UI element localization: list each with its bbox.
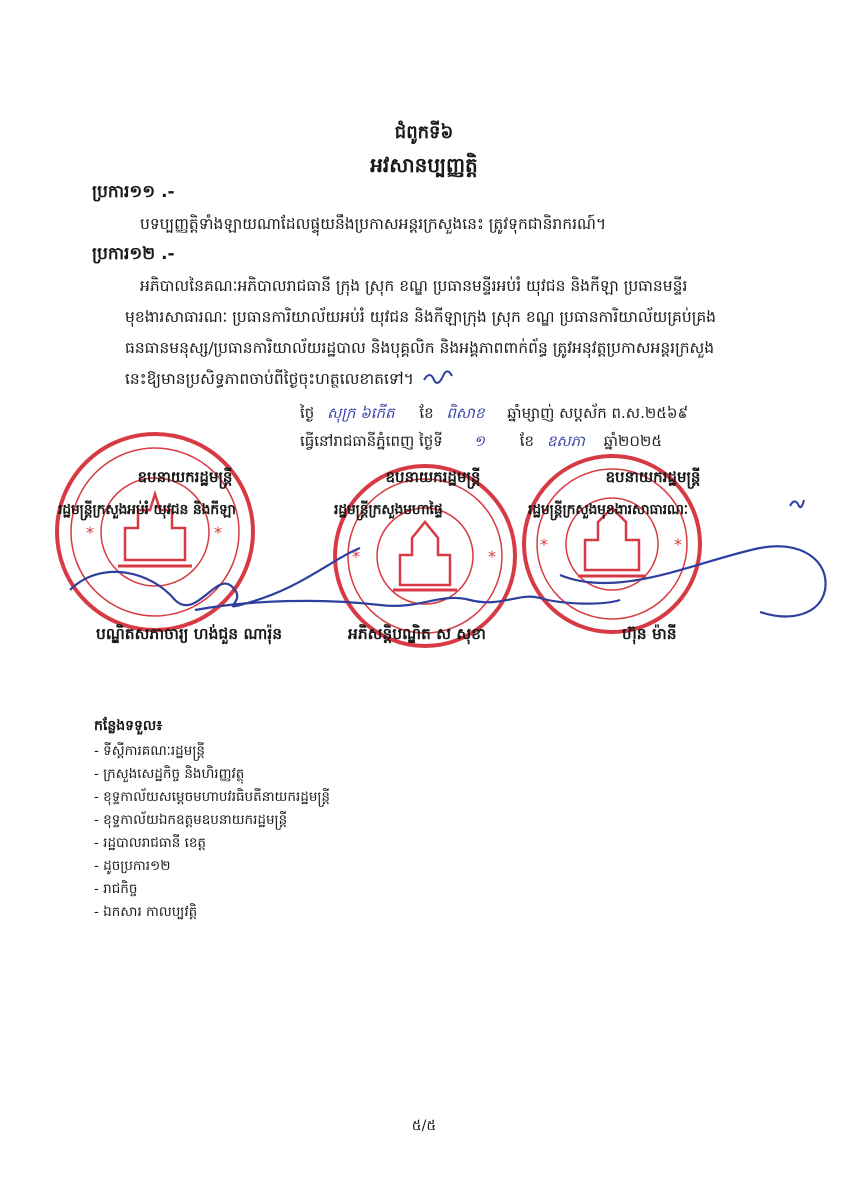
solar-date-line bbox=[300, 432, 662, 454]
signatory-3-name: ហ៊ុន ម៉ានី bbox=[622, 625, 677, 643]
svg-text:*: * bbox=[488, 547, 496, 566]
seal-left bbox=[57, 434, 253, 630]
solar-date-suffix: ឆ្នាំ២០២៥ bbox=[603, 432, 662, 450]
page-number: ៥/៥ bbox=[411, 1118, 437, 1134]
recipient-item: - ឯកសារ កាលប្បវត្តិ bbox=[94, 904, 198, 920]
svg-text:*: * bbox=[214, 523, 222, 542]
signature-2 bbox=[195, 597, 620, 610]
solar-month-label: ខែ bbox=[519, 432, 535, 450]
svg-text:*: * bbox=[352, 547, 360, 566]
signature-1 bbox=[70, 548, 360, 606]
recipient-item: - រដ្ឋបាលរាជធានី ខេត្ត bbox=[94, 835, 207, 851]
signatory-2-ministry: រដ្ឋមន្ត្រីក្រសួងមហាផ្ទៃ bbox=[334, 502, 443, 518]
recipients-title: កន្លែងទទួល៖ bbox=[94, 718, 163, 734]
signatory-1-name: បណ្ឌិតសភាចារ្យ ហង់ជួន ណារ៉ុន bbox=[96, 625, 283, 643]
signature-3 bbox=[560, 546, 826, 616]
lunar-month-handwritten: ពិសាខ bbox=[446, 404, 485, 422]
lunar-month-label: ខែ bbox=[419, 404, 434, 422]
article-11-heading: ប្រការ១១ .- bbox=[92, 182, 175, 202]
solar-month-handwritten: ឧសភា bbox=[546, 432, 585, 450]
signatory-1-role: ឧបនាយករដ្ឋមន្ត្រី bbox=[137, 468, 233, 486]
signatory-3-role: ឧបនាយករដ្ឋមន្ត្រី bbox=[605, 468, 701, 486]
recipient-item: - ខុទ្ទកាល័យសម្តេចមហាបវរធិបតីនាយករដ្ឋមន្ត្រី bbox=[94, 789, 330, 805]
signatory-2-name: អភិសន្តិបណ្ឌិត ស សុខា bbox=[348, 625, 486, 643]
recipient-item: - ក្រសួងសេដ្ឋកិច្ច និងហិរញ្ញវត្ថុ bbox=[94, 766, 245, 782]
lunar-date-prefix: ថ្ងៃ bbox=[300, 404, 315, 422]
recipient-item: - ខុទ្ទកាល័យឯកឧត្តមឧបនាយករដ្ឋមន្ត្រី bbox=[94, 812, 288, 828]
recipient-item: - ទីស្តីការគណៈរដ្ឋមន្ត្រី bbox=[94, 743, 205, 759]
lunar-date-line bbox=[300, 404, 688, 426]
lunar-date-suffix: ឆ្នាំម្សាញ់ សប្តស័ក ព.ស.២៥៦៩ bbox=[507, 404, 689, 422]
svg-text:*: * bbox=[86, 523, 94, 542]
signatory-3-ministry: រដ្ឋមន្ត្រីក្រសួងមុខងារសាធារណៈ bbox=[528, 502, 689, 518]
svg-text:*: * bbox=[540, 535, 548, 554]
article-12-line-2: មុខងារសាធារណៈ ប្រធានការិយាល័យអប់រំ យុវជន និងកីឡាក្រុង ស្រុក ខណ្ឌ ប្រធានការិយាល័យគ្រប់គ្រង bbox=[125, 308, 717, 326]
article-12-heading: ប្រការ១២ .- bbox=[92, 244, 175, 264]
lunar-day-handwritten: សុក្រ ៦កើត bbox=[327, 404, 395, 422]
article-12-line-4: នេះឱ្យមានប្រសិទ្ធភាពចាប់ពីថ្ងៃចុះហត្ថលេខាតទៅ។ bbox=[125, 370, 414, 388]
initials-mark-right bbox=[790, 500, 804, 507]
recipient-item: - រាជកិច្ច bbox=[94, 881, 138, 897]
initials-mark bbox=[424, 371, 452, 382]
article-11-text: បទប្បញ្ញត្តិទាំងឡាយណាដែលផ្ទុយនឹងប្រកាសអន្តរក្រសួងនេះ ត្រូវទុកជានិរាករណ៍។ bbox=[140, 215, 607, 233]
signatory-1-ministry: រដ្ឋមន្ត្រីក្រសួងអប់រំ យុវជន និងកីឡា bbox=[58, 502, 236, 518]
recipient-item: - ដូចប្រការ១២ bbox=[94, 858, 171, 874]
chapter-title: អវសានប្បញ្ញត្តិ bbox=[370, 153, 478, 177]
solar-day-handwritten: ១ bbox=[473, 432, 485, 450]
solar-date-prefix: ធ្វើនៅរាជធានីភ្នំពេញ ថ្ងៃទី bbox=[300, 432, 443, 450]
article-12-line-3: ធនធានមនុស្ស/ប្រធានការិយាល័យរដ្ឋបាល និងបុគ្គលិក និងអង្គភាពពាក់ព័ន្ធ ត្រូវអនុវត្តប្រកាសអន្តរក្រសួង bbox=[125, 339, 715, 357]
article-12-line-1: អភិបាលនៃគណៈអភិបាលរាជធានី ក្រុង ស្រុក ខណ្ឌ ប្រធានមន្ទីរអប់រំ យុវជន និងកីឡា ប្រធានមន្ទីរ bbox=[140, 277, 688, 295]
chapter-heading: ជំពូកទី៦ bbox=[394, 122, 454, 143]
signatory-2-role: ឧបនាយករដ្ឋមន្ត្រី bbox=[385, 468, 481, 486]
seal-center bbox=[335, 466, 515, 646]
svg-text:*: * bbox=[674, 535, 682, 554]
